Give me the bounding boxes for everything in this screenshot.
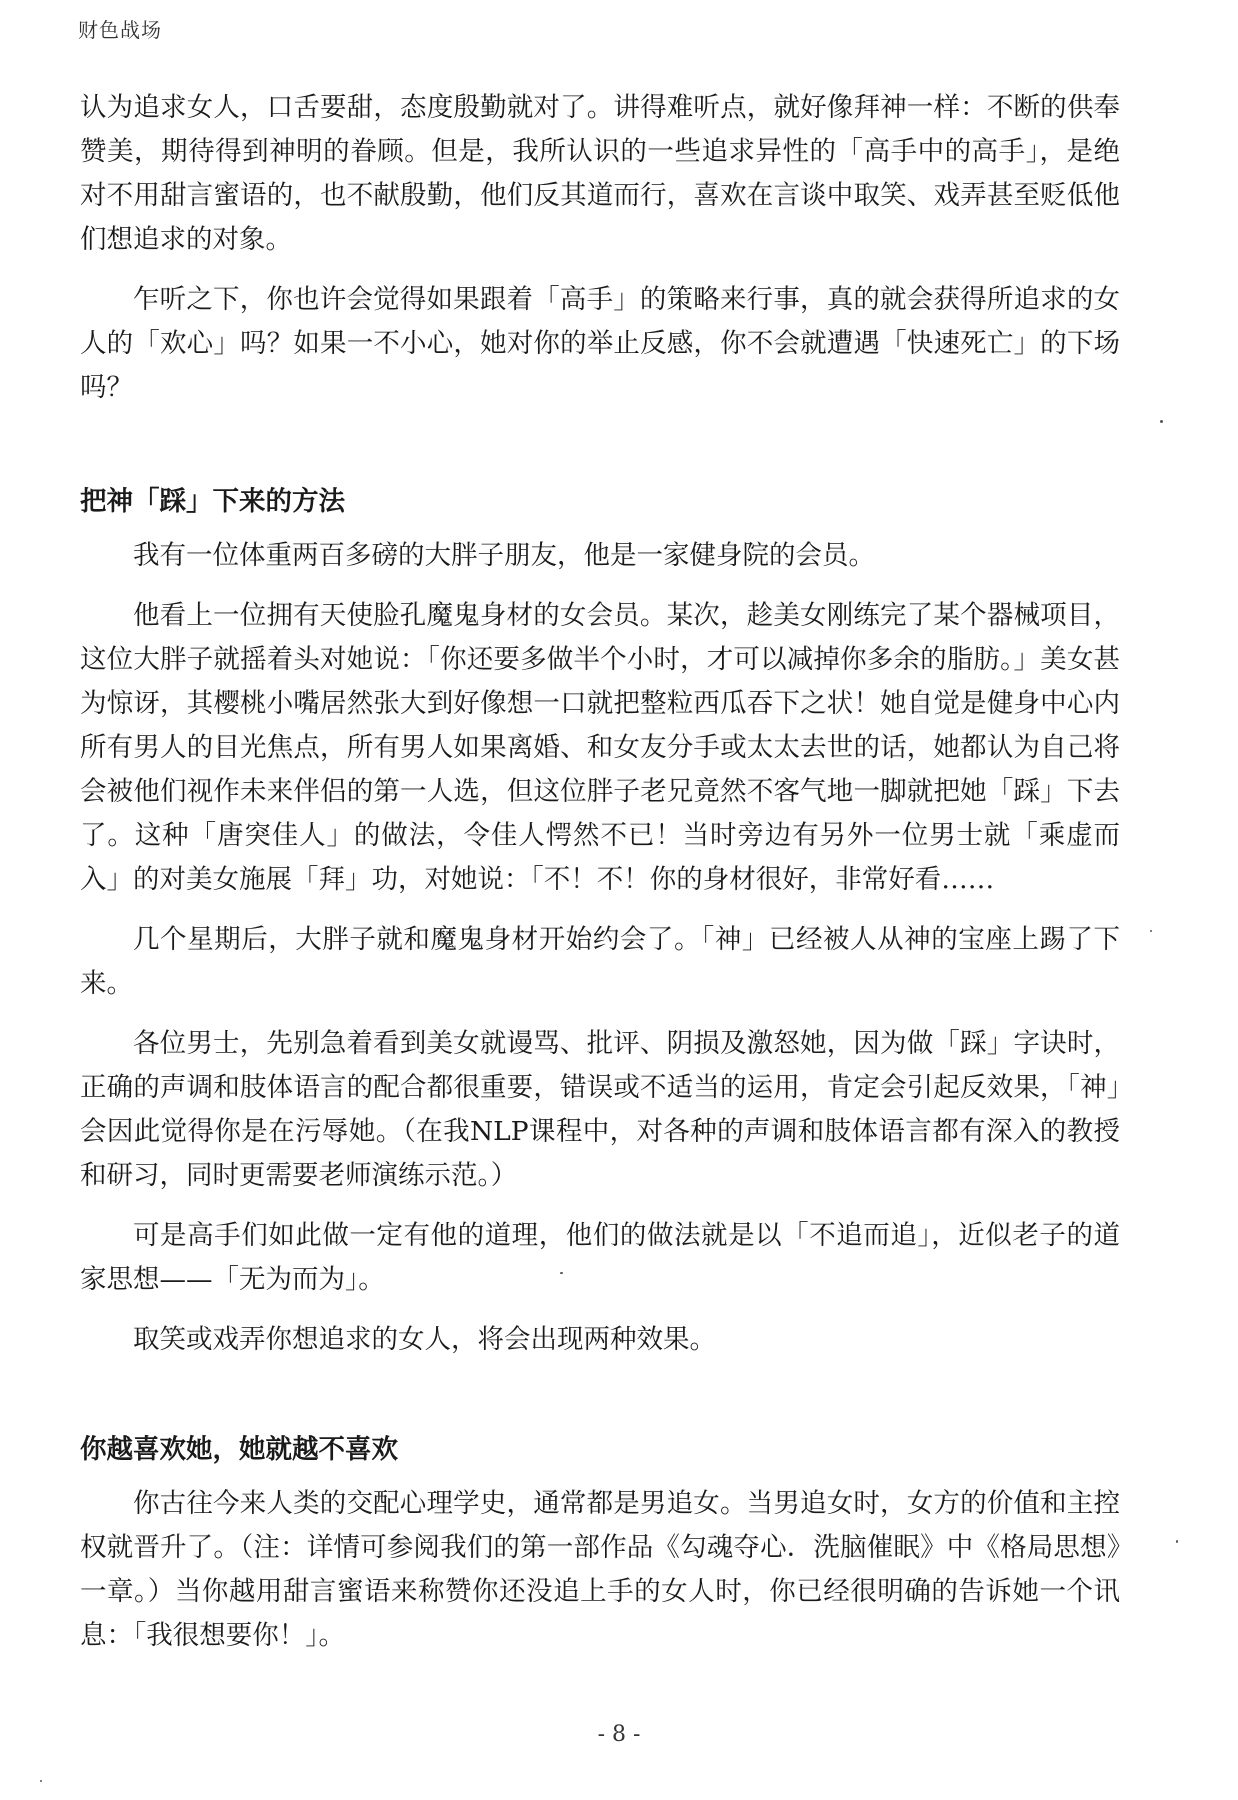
- section1-paragraph-2: 他看上一位拥有天使脸孔魔鬼身材的女会员。某次，趁美女刚练完了某个器械项目，这位大胖子就摇着头对她说：「你还要多做半个小时，才可以减掉你多余的脂肪。」美女甚为惊讶，其樱桃小嘴居然张大到好像想一口就把整粒西瓜吞下之状！她自觉是健身中心内所有男人的目光焦点，所有男人如果离婚、和女友分手或太太去世的话，她都认为自己将会被他们视作未来伴侣的第一人选，但这位胖子老兄竟然不客气地一脚就把她「踩」下去了。这种「唐突佳人」的做法，令佳人愕然不已！当时旁边有另外一位男士就「乘虚而入」的对美女施展「拜」功，对她说：「不！不！你的身材很好，非常好看……: [80, 600, 1120, 895]
- running-title: 财色战场: [78, 18, 162, 42]
- page-body: [80, 86, 1120, 1674]
- section1-paragraph-5: 可是高手们如此做一定有他的道理，他们的做法就是以「不追而追」，近似老子的道家思想——「无为而为」。: [80, 1220, 1120, 1295]
- scan-speck: [1150, 930, 1152, 932]
- page-number: - 8 -: [597, 1722, 641, 1747]
- section1-paragraph-4: 各位男士，先别急着看到美女就谩骂、批评、阴损及激怒她，因为做「踩」字诀时，正确的声调和肢体语言的配合都很重要，错误或不适当的运用，肯定会引起反效果，「神」会因此觉得你是在污辱她。（在我NLP课程中，对各种的声调和肢体语言都有深入的教授和研习，同时更需要老师演练示范。）: [80, 1028, 1120, 1191]
- scan-speck: [1176, 1540, 1178, 1543]
- section2-paragraph-1: 你古往今来人类的交配心理学史，通常都是男追女。当男追女时，女方的价值和主控权就晋升了。（注：详情可参阅我们的第一部作品《勾魂夺心．洗脑催眠》中《格局思想》一章。）当你越用甜言蜜语来称赞你还没追上手的女人时，你已经很明确的告诉她一个讯息：「我很想要你！」。: [80, 1488, 1120, 1651]
- section1-paragraph-6: 取笑或戏弄你想追求的女人，将会出现两种效果。: [133, 1324, 716, 1355]
- scan-speck: [560, 1272, 563, 1274]
- intro-paragraph-2: 乍听之下，你也许会觉得如果跟着「高手」的策略来行事，真的就会获得所追求的女人的「欢心」吗？如果一不小心，她对你的举止反感，你不会就遭遇「快速死亡」的下场吗？: [80, 284, 1120, 403]
- section1-paragraph-3: 几个星期后，大胖子就和魔鬼身材开始约会了。「神」已经被人从神的宝座上踢了下来。: [80, 924, 1120, 999]
- scan-speck: [40, 1780, 42, 1782]
- section-heading-1: 把神「踩」下来的方法: [80, 486, 345, 517]
- section-heading-2: 你越喜欢她，她就越不喜欢: [80, 1434, 398, 1465]
- intro-paragraph-1: 认为追求女人，口舌要甜，态度殷勤就对了。讲得难听点，就好像拜神一样：不断的供奉赞美，期待得到神明的眷顾。但是，我所认识的一些追求异性的「高手中的高手」，是绝对不用甜言蜜语的，也不献殷勤，他们反其道而行，喜欢在言谈中取笑、戏弄甚至贬低他们想追求的对象。: [80, 92, 1120, 255]
- section1-paragraph-1: 我有一位体重两百多磅的大胖子朋友，他是一家健身院的会员。: [133, 540, 875, 571]
- scan-speck: [1160, 420, 1163, 423]
